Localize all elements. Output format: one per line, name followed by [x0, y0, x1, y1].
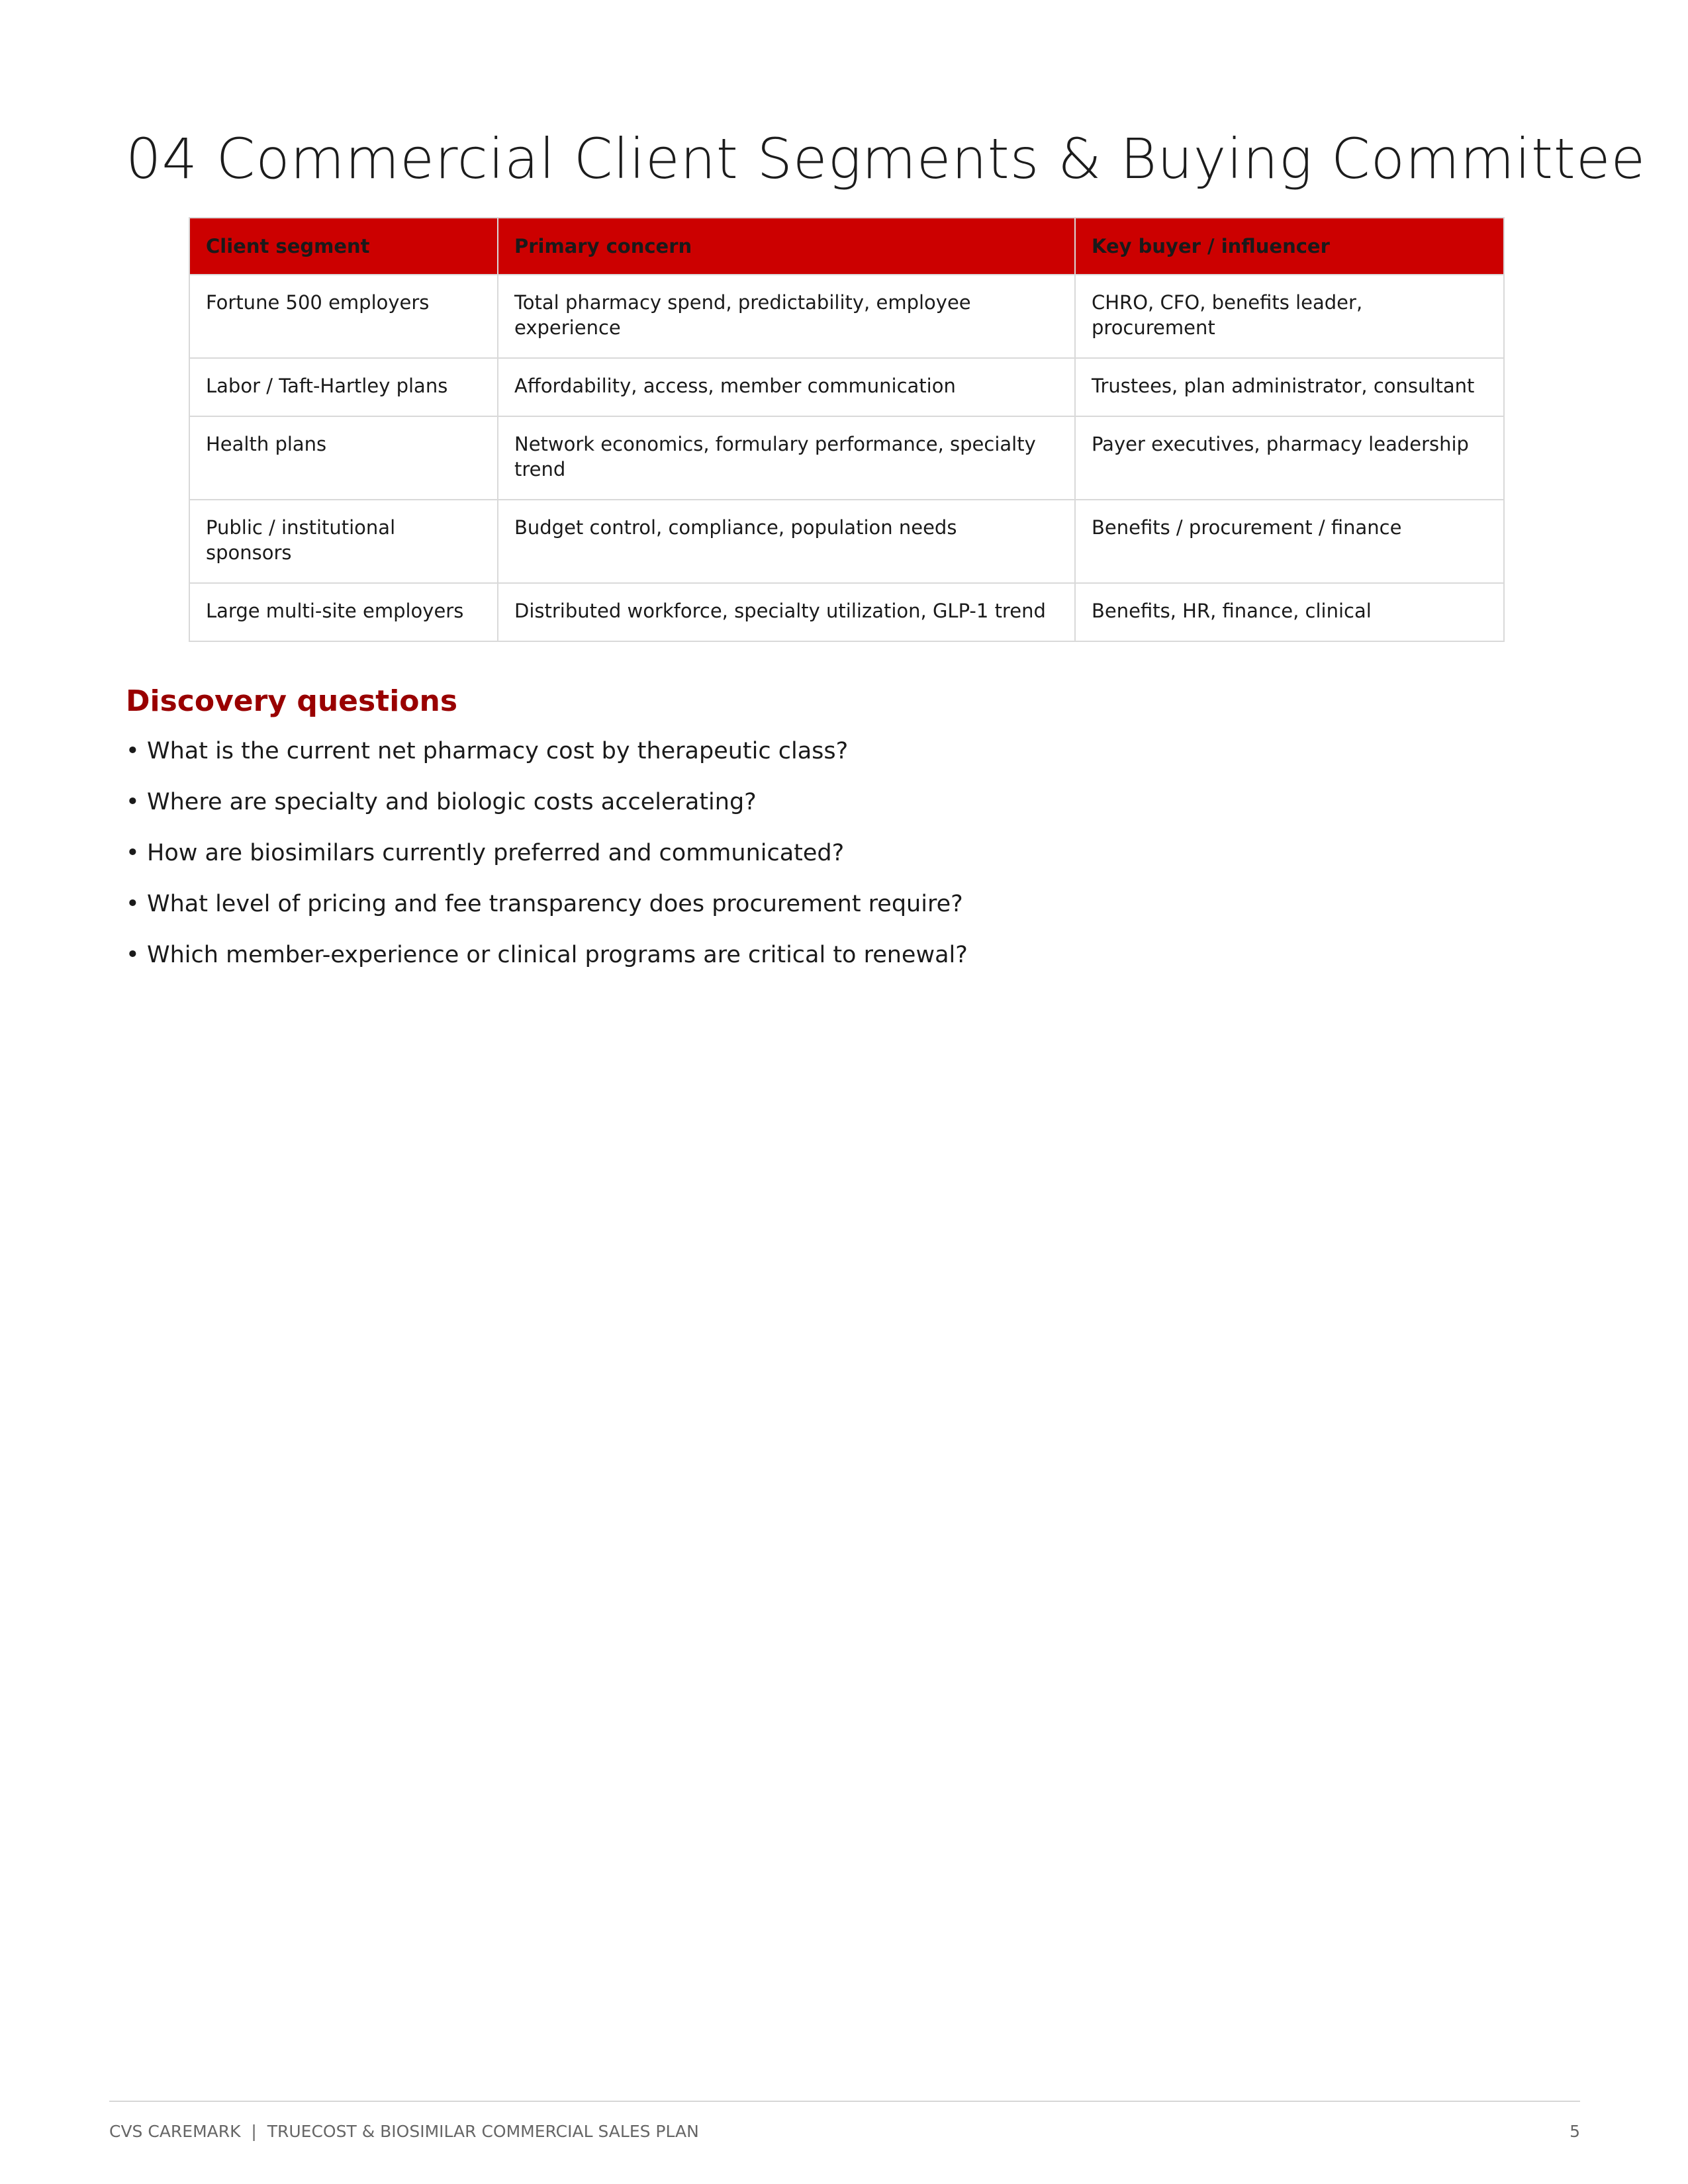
footer-document-title: CVS CAREMARK | TRUECOST & BIOSIMILAR COMMERCIAL SALES PLAN [109, 2122, 699, 2141]
cell-client-segment: Health plans [189, 416, 498, 500]
table-row [189, 583, 1504, 641]
cell-primary-concern: Network economics, formulary performance, specialty trend [498, 416, 1075, 500]
cell-client-segment: Public / institutional sponsors [189, 500, 498, 583]
cell-primary-concern: Distributed workforce, specialty utilization, GLP-1 trend [498, 583, 1075, 641]
cell-client-segment: Fortune 500 employers [189, 275, 498, 358]
discovery-questions-list [126, 735, 968, 989]
question-text: What is the current net pharmacy cost by therapeutic class? [147, 738, 849, 764]
list-item [126, 786, 968, 819]
question-text: What level of pricing and fee transparency does procurement require? [147, 891, 963, 917]
table-row [189, 275, 1504, 358]
column-header-primary-concern: Primary concern [498, 218, 1075, 275]
column-header-client-segment: Client segment [189, 218, 498, 275]
table-row [189, 500, 1504, 583]
table-header-row [189, 218, 1504, 275]
discovery-questions-heading: Discovery questions [126, 684, 458, 718]
cell-primary-concern: Affordability, access, member communication [498, 358, 1075, 416]
cell-key-buyer: Payer executives, pharmacy leadership [1075, 416, 1504, 500]
list-item [126, 735, 968, 768]
question-text: Where are specialty and biologic costs accelerating? [147, 789, 757, 815]
cell-key-buyer: Benefits / procurement / finance [1075, 500, 1504, 583]
column-header-key-buyer: Key buyer / influencer [1075, 218, 1504, 275]
cell-client-segment: Large multi-site employers [189, 583, 498, 641]
bullet-icon: • [126, 738, 140, 764]
cell-key-buyer: Trustees, plan administrator, consultant [1075, 358, 1504, 416]
page-title: 04 Commercial Client Segments & Buying Committee [126, 126, 1646, 191]
question-text: Which member-experience or clinical programs are critical to renewal? [147, 942, 968, 968]
bullet-icon: • [126, 789, 140, 815]
bullet-icon: • [126, 942, 140, 968]
list-item [126, 837, 968, 870]
list-item [126, 938, 968, 972]
cell-primary-concern: Budget control, compliance, population needs [498, 500, 1075, 583]
cell-primary-concern: Total pharmacy spend, predictability, employee experience [498, 275, 1075, 358]
page-number: 5 [1570, 2122, 1580, 2141]
list-item [126, 887, 968, 921]
cell-key-buyer: Benefits, HR, finance, clinical [1075, 583, 1504, 641]
cell-client-segment: Labor / Taft-Hartley plans [189, 358, 498, 416]
client-segments-table [189, 217, 1505, 642]
cell-key-buyer: CHRO, CFO, benefits leader, procurement [1075, 275, 1504, 358]
question-text: How are biosimilars currently preferred and communicated? [147, 840, 845, 866]
bullet-icon: • [126, 840, 140, 866]
footer-divider [109, 2101, 1580, 2102]
bullet-icon: • [126, 891, 140, 917]
table-row [189, 358, 1504, 416]
table-row [189, 416, 1504, 500]
